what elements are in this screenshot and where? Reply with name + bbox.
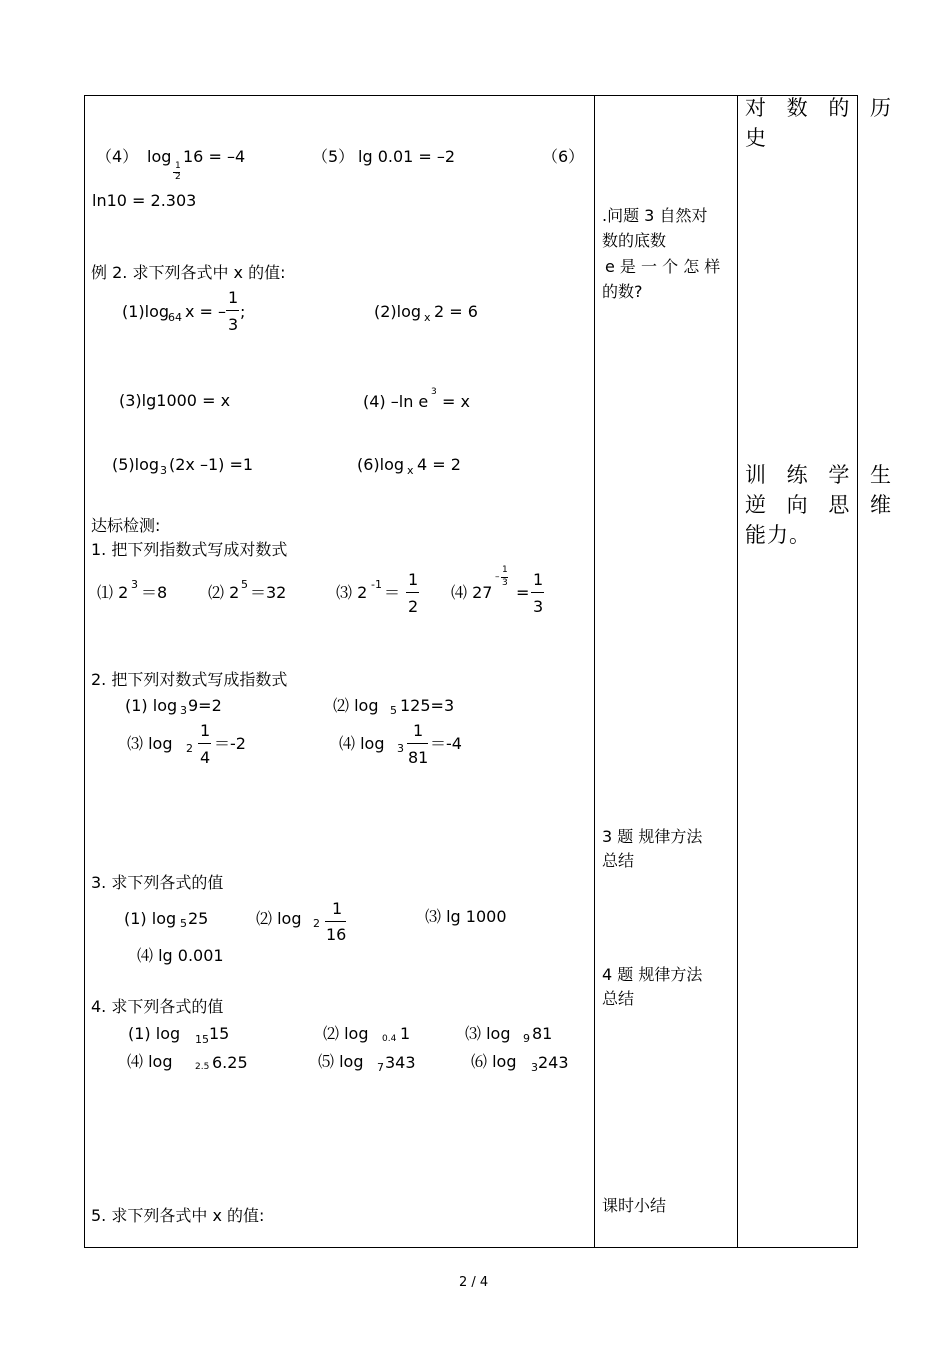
q3-2-a: ⑵ log <box>256 909 302 928</box>
q1-3-bar <box>406 592 419 593</box>
ex2-p1-num: 1 <box>228 288 239 307</box>
ex2-p1-b: x = – <box>185 302 227 321</box>
ex2-p4-b: = x <box>442 392 470 411</box>
ex2-p5-a: (5)log <box>112 455 160 474</box>
q4-6-b: 243 <box>538 1053 569 1072</box>
q2-4-a: ⑷ log <box>339 734 385 753</box>
item-4-expr: 16 = –4 <box>183 147 246 166</box>
item-6-number: （6） <box>542 147 585 166</box>
ex2-p6-a: (6)log <box>357 455 405 474</box>
q1-4-den: 3 <box>533 597 544 616</box>
q2-4-sub: 3 <box>397 742 404 755</box>
q4-1-b: 15 <box>209 1024 230 1043</box>
ex2-p2-b: 2 = 6 <box>434 302 478 321</box>
q2-1-b: 9=2 <box>188 696 222 715</box>
q1-4-num: 1 <box>533 570 544 589</box>
q1-4-sup-num: 1 <box>502 565 508 575</box>
page-number: 2 / 4 <box>459 1275 489 1290</box>
column-divider-2 <box>737 95 738 1247</box>
col2-question-3-line3: e 是 一 个 怎 样 <box>605 257 721 276</box>
col3-history-line2: 史 <box>745 126 773 150</box>
q4-3-b: 81 <box>532 1024 553 1043</box>
check-q4-title: 4. 求下列各式的值 <box>91 997 224 1016</box>
q2-4-bar <box>407 743 428 744</box>
q4-1-a: (1) log <box>128 1024 181 1043</box>
q1-1-a: ⑴ 2 <box>97 583 129 602</box>
item-5-expr: lg 0.01 = –2 <box>358 147 456 166</box>
col3-train-line3: 能力。 <box>745 523 811 547</box>
q3-1-b: 25 <box>188 909 209 928</box>
item-4-number: （4） <box>96 147 139 166</box>
ex2-p1-a: (1)log <box>122 302 170 321</box>
ex2-p1-bar <box>226 310 239 311</box>
ex2-p1-den: 3 <box>228 315 239 334</box>
ex2-p5-sub: 3 <box>160 464 167 477</box>
q2-3-a: ⑶ log <box>127 734 173 753</box>
column-divider-1 <box>594 95 595 1247</box>
check-q5-title: 5. 求下列各式中 x 的值: <box>91 1206 265 1225</box>
q4-3-sub: 9 <box>523 1032 530 1045</box>
example-2-title: 例 2. 求下列各式中 x 的值: <box>91 263 286 282</box>
q4-5-b: 343 <box>385 1053 416 1072</box>
check-q3-title: 3. 求下列各式的值 <box>91 873 224 892</box>
item-5-number: （5） <box>312 147 355 166</box>
q3-3: ⑶ lg 1000 <box>425 907 507 926</box>
q1-1-b: ＝8 <box>141 583 168 602</box>
q1-4-sup-sign: – <box>495 572 500 582</box>
q4-2-b: 1 <box>400 1024 411 1043</box>
q3-1-a: (1) log <box>124 909 177 928</box>
item-6-expr: ln10 = 2.303 <box>92 191 197 210</box>
q4-6-a: ⑹ log <box>471 1052 517 1071</box>
q1-3-num: 1 <box>408 570 419 589</box>
q2-2-a: ⑵ log <box>333 696 379 715</box>
q2-2-b: 125=3 <box>400 696 455 715</box>
q1-3-den: 2 <box>408 597 419 616</box>
q1-2-a: ⑵ 2 <box>208 583 240 602</box>
col2-summary-3-line2: 总结 <box>602 851 635 870</box>
q2-3-bar <box>198 743 211 744</box>
col2-summary-3-line1: 3 题 规律方法 <box>602 827 703 846</box>
ex2-p3: (3)lg1000 = x <box>119 391 231 410</box>
q4-5-sub: 7 <box>377 1061 384 1074</box>
item-4-log: log <box>147 147 172 166</box>
q2-3-sub: 2 <box>186 742 193 755</box>
q1-3-b: ＝ <box>384 583 401 602</box>
ex2-p2-sub: x <box>424 311 431 324</box>
q4-4-b: 6.25 <box>212 1053 248 1072</box>
q1-4-a: ⑷ 27 <box>451 583 493 602</box>
q3-2-sub: 2 <box>313 917 320 930</box>
q1-4-bar <box>531 592 544 593</box>
col2-lesson-summary: 课时小结 <box>602 1196 667 1215</box>
q1-2-sup: 5 <box>241 578 248 591</box>
col2-summary-4-line2: 总结 <box>602 989 635 1008</box>
q2-4-num: 1 <box>413 721 424 740</box>
check-q2-title: 2. 把下列对数式写成指数式 <box>91 670 288 689</box>
q3-2-num: 1 <box>332 899 343 918</box>
q2-3-den: 4 <box>200 748 211 767</box>
col3-train-line2: 逆 向 思 维 <box>745 493 899 517</box>
q2-1-sub: 3 <box>180 704 187 717</box>
q2-1-a: (1) log <box>125 696 178 715</box>
ex2-p1-sub: 64 <box>168 311 182 324</box>
col2-question-3-line1: .问题 3 自然对 <box>602 206 708 225</box>
q2-3-b: ＝-2 <box>214 734 246 753</box>
q4-3-a: ⑶ log <box>465 1024 511 1043</box>
col3-train-line1: 训 练 学 生 <box>745 463 899 487</box>
q4-5-a: ⑸ log <box>318 1052 364 1071</box>
q1-4-b: = <box>516 583 530 602</box>
check-title: 达标检测: <box>91 516 161 535</box>
col3-history-line1: 对 数 的 历 <box>745 96 899 120</box>
q4-2-a: ⑵ log <box>323 1024 369 1043</box>
q3-4: ⑷ lg 0.001 <box>137 946 224 965</box>
q3-1-sub: 5 <box>180 917 187 930</box>
q4-2-sub: 0.4 <box>382 1034 397 1044</box>
item-4-base-num: 1 <box>175 161 181 171</box>
ex2-p6-sub: x <box>407 464 414 477</box>
q2-3-num: 1 <box>200 721 211 740</box>
q3-2-den: 16 <box>326 925 347 944</box>
ex2-p4-sup: 3 <box>431 387 437 397</box>
q4-6-sub: 3 <box>531 1061 538 1074</box>
q1-3-sup: -1 <box>371 578 382 591</box>
q1-2-b: ＝32 <box>250 583 287 602</box>
q3-2-bar <box>325 921 346 922</box>
q4-4-a: ⑷ log <box>127 1052 173 1071</box>
col2-question-3-line4: 的数? <box>602 282 643 301</box>
ex2-p1-c: ; <box>240 302 246 321</box>
q1-4-sup-den: 3 <box>502 578 508 588</box>
ex2-p4-a: (4) –ln e <box>363 392 429 411</box>
col2-summary-4-line1: 4 题 规律方法 <box>602 965 703 984</box>
q4-1-sub: 15 <box>195 1033 209 1046</box>
item-4-base-den: 2 <box>175 172 181 182</box>
ex2-p6-b: 4 = 2 <box>417 455 461 474</box>
q2-2-sub: 5 <box>390 704 397 717</box>
q4-4-sub: 2.5 <box>195 1062 210 1072</box>
q1-3-a: ⑶ 2 <box>336 583 368 602</box>
col2-question-3-line2: 数的底数 <box>602 231 667 250</box>
q2-4-b: ＝-4 <box>430 734 462 753</box>
ex2-p2-a: (2)log <box>374 302 422 321</box>
check-q1-title: 1. 把下列指数式写成对数式 <box>91 540 288 559</box>
q2-4-den: 81 <box>408 748 429 767</box>
q1-1-sup: 3 <box>131 578 138 591</box>
ex2-p5-b: (2x –1) =1 <box>169 455 254 474</box>
